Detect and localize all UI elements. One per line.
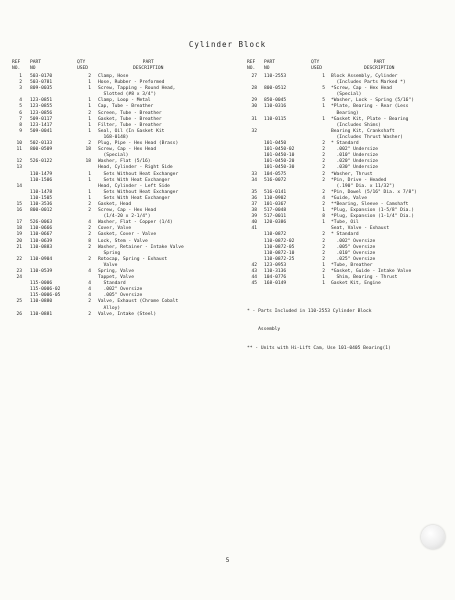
cell-qty: 8 — [322, 214, 325, 220]
cell-qty: 1 — [88, 177, 91, 183]
cell-part-no: 123-0851 — [30, 98, 53, 104]
cell-ref-no: 4 — [19, 98, 22, 104]
cell-description: Gasket, Head — [98, 201, 132, 207]
cell-description: .010" Undersize — [331, 153, 379, 159]
cell-qty: 2 — [322, 177, 325, 183]
cell-qty: 4 — [322, 195, 325, 201]
cell-description: 168-0148) — [98, 134, 129, 140]
cell-description: (Includes Parts Marked *) — [331, 80, 406, 86]
footnote-1: * - Parts Included in 110-2553 Cylinder Block — [247, 309, 372, 315]
cell-qty: 1 — [322, 208, 325, 214]
cell-part-no: 800-0012 — [30, 208, 53, 214]
cell-qty: 2 — [322, 256, 325, 262]
cell-description: *Washer, Lock - Spring (5/16") — [331, 98, 414, 104]
cell-qty: 1 — [88, 98, 91, 104]
cell-part-no: 502-0133 — [30, 141, 53, 147]
cell-description: Shim, Bearing - Thrust — [331, 275, 398, 281]
cell-qty: 4 — [88, 281, 91, 287]
cell-description: *Pin, Dowel (5/16" Dia. x 7/8") — [331, 189, 417, 195]
table-row — [247, 281, 452, 287]
cell-part-no: 101-0367 — [264, 201, 287, 207]
cell-part-no: 110-2553 — [264, 74, 287, 79]
cell-qty: 1 — [88, 104, 91, 110]
cell-description: *Plate, Bearing - Rear (Less — [331, 104, 409, 110]
cell-ref-no: 13 — [16, 165, 22, 171]
cell-ref-no: 20 — [16, 238, 22, 244]
cell-description: Seal, Oil (In Gasket Kit — [98, 128, 165, 134]
cell-ref-no: 10 — [16, 141, 22, 147]
cell-description: Plug, Pipe - Hex Head (Brass) — [98, 141, 179, 147]
cell-ref-no: 11 — [16, 147, 22, 153]
cell-qty: 2 — [88, 311, 91, 317]
cell-ref-no: 33 — [251, 171, 257, 177]
cell-qty: 2 — [322, 165, 325, 171]
cell-description: *Washer, Thrust — [331, 171, 373, 177]
cell-part-no: 110-1479 — [30, 171, 53, 177]
cell-part-no: 503-0170 — [30, 74, 53, 79]
footnote-1-cont: Assembly — [247, 327, 281, 333]
header-part-no-right: PART NO — [264, 60, 276, 71]
cell-ref-no: 22 — [16, 256, 22, 262]
cell-part-no: 110-0880 — [30, 299, 53, 305]
cell-part-no: 120-0386 — [264, 220, 287, 226]
cell-qty: 1 — [88, 171, 91, 177]
cell-description: Gasket, Cover - Valve — [98, 232, 157, 238]
cell-description: Cap, Tube - Breather — [98, 104, 154, 110]
cell-qty: 8 — [88, 238, 91, 244]
cell-ref-no: 15 — [16, 201, 22, 207]
cell-description: Lock, Stem - Valve — [98, 238, 148, 244]
cell-description: *Plug, Expansion (1-5/8" Dia.) — [331, 208, 414, 214]
cell-description: **Bearing, Sleeve - Camshaft — [331, 201, 409, 207]
cell-ref-no: 32 — [251, 128, 257, 134]
cell-description: Washer, Flat (5/16) — [98, 159, 151, 165]
cell-part-no: 101-0450-20 — [264, 159, 295, 165]
cell-description: *Screw, Cap - Hex Head — [331, 86, 392, 92]
cell-ref-no: 30 — [251, 104, 257, 110]
cell-description: (Includes Thrust Washer) — [331, 134, 403, 140]
cell-part-no: 110-1506 — [30, 177, 53, 183]
cell-description: .002" Oversize — [98, 287, 143, 293]
cell-qty: 2 — [322, 153, 325, 159]
cell-ref-no: 44 — [251, 275, 257, 281]
cell-ref-no: 6 — [19, 110, 22, 116]
cell-qty: 4 — [88, 287, 91, 293]
cell-part-no: 104-0575 — [264, 171, 287, 177]
cell-part-no: 800-0512 — [264, 86, 287, 92]
cell-ref-no: 25 — [16, 299, 22, 305]
cell-qty: 1 — [88, 128, 91, 134]
cell-part-no: 110-0872-02 — [264, 238, 295, 244]
cell-qty: 1 — [88, 116, 91, 122]
cell-part-no: 110-0666 — [30, 226, 53, 232]
cell-ref-no: 18 — [16, 226, 22, 232]
cell-description: Rotocap, Spring - Exhaust — [98, 256, 168, 262]
header-ref-no-left: REF NO. — [12, 60, 21, 71]
cell-description: Alloy) — [98, 305, 121, 311]
cell-description: Hose, Rubber - Preformed — [98, 80, 165, 86]
cell-qty: 1 — [322, 262, 325, 268]
cell-qty: 2 — [88, 110, 91, 116]
cell-part-no: 503-0781 — [30, 80, 53, 86]
cell-ref-no: 19 — [16, 232, 22, 238]
cell-part-no: 516-0141 — [264, 189, 287, 195]
cell-qty: 1 — [322, 116, 325, 122]
cell-qty: 2 — [88, 244, 91, 250]
cell-part-no: 115-0006-05 — [30, 293, 61, 299]
parts-list-left — [12, 74, 237, 318]
cell-ref-no: 9 — [19, 128, 22, 134]
cell-description: Slotted (#8 x 3/4") — [98, 92, 157, 98]
cell-qty: 4 — [88, 293, 91, 299]
cell-description: .030" Undersize — [331, 165, 379, 171]
parts-list-right — [247, 74, 452, 287]
cell-qty: 2 — [88, 256, 91, 262]
cell-part-no: 509-0117 — [30, 116, 53, 122]
header-part-no-left: PART NO — [30, 60, 42, 71]
cell-ref-no: 45 — [251, 281, 257, 287]
cell-part-no: 110-0902 — [264, 195, 287, 201]
cell-part-no: 516-0072 — [264, 177, 287, 183]
cell-ref-no: 3 — [19, 86, 22, 92]
cell-part-no: 110-0316 — [264, 104, 287, 110]
cell-qty: 2 — [88, 141, 91, 147]
cell-description: Cover, Valve — [98, 226, 132, 232]
cell-qty: 2 — [88, 226, 91, 232]
cell-ref-no: 41 — [251, 226, 257, 232]
cell-description: .005" Oversize — [331, 244, 376, 250]
cell-qty: 2 — [322, 244, 325, 250]
cell-part-no: 509-0041 — [30, 128, 53, 134]
cell-ref-no: 40 — [251, 220, 257, 226]
cell-part-no: 110-0872-25 — [264, 256, 295, 262]
cell-description: .025" Oversize — [331, 256, 376, 262]
cell-ref-no: 37 — [251, 201, 257, 207]
cell-description: *Guide, Valve — [331, 195, 367, 201]
footnote-2: ** - Units with Hi-Lift Cam, Use 101-0405 Bearing(1) — [247, 345, 391, 351]
cell-part-no: 115-0006 — [30, 281, 53, 287]
cell-part-no: 101-0450-30 — [264, 165, 295, 171]
cell-description: (Includes Shims) — [331, 122, 381, 128]
cell-description: Head, Cylinder - Left Side — [98, 183, 170, 189]
cell-qty: 2 — [322, 159, 325, 165]
cell-ref-no: 2 — [19, 80, 22, 86]
cell-qty: 18 — [85, 159, 91, 165]
cell-ref-no: 8 — [19, 122, 22, 128]
cell-ref-no: 17 — [16, 220, 22, 226]
cell-description: *Gasket, Guide - Intake Valve — [331, 269, 412, 274]
cell-part-no: 110-0904 — [30, 256, 53, 262]
cell-description: * Standard — [331, 141, 359, 147]
cell-part-no: 101-0450 — [264, 141, 287, 147]
cell-description: Seat, Valve - Exhaust — [331, 226, 390, 232]
header-ref-no-right: REF NO. — [247, 60, 256, 71]
cell-description: Sets With Heat Exchanger — [98, 195, 170, 201]
cell-description: * Standard — [331, 232, 359, 238]
cell-description: Gasket, Tube - Breather — [98, 116, 162, 122]
cell-part-no: 526-0122 — [30, 159, 53, 165]
cell-description: Tappet, Valve — [98, 275, 134, 281]
cell-ref-no: 43 — [251, 269, 257, 274]
cell-description: (Special) — [331, 92, 362, 98]
cell-description: Bearing) — [331, 110, 359, 116]
cell-description: (Special) — [98, 153, 129, 159]
cell-description: .010" Oversize — [331, 250, 376, 256]
cell-part-no: 104-0776 — [264, 275, 287, 281]
cell-qty: 1 — [322, 104, 325, 110]
cell-ref-no: 1 — [19, 74, 22, 79]
cell-ref-no: 34 — [251, 177, 257, 183]
cell-description: Washer, Flat - Copper (1/4) — [98, 220, 173, 226]
cell-part-no: 850-0045 — [264, 98, 287, 104]
cell-description: *Plug, Expansion (1-1/4" Dia.) — [331, 214, 414, 220]
cell-qty: 1 — [88, 80, 91, 86]
footnotes — [247, 297, 391, 358]
cell-description: Bearing Kit, Crankshaft — [331, 128, 395, 134]
cell-qty: 1 — [88, 189, 91, 195]
cell-description: Washer, Retainer - Intake Valve — [98, 244, 184, 250]
cell-qty: 1 — [322, 275, 325, 281]
cell-ref-no: 12 — [16, 159, 22, 165]
cell-part-no: 101-0450-10 — [264, 153, 295, 159]
cell-part-no: 123-0856 — [30, 110, 53, 116]
cell-description: Head, Cylinder - Right Side — [98, 165, 173, 171]
cell-qty: 2 — [322, 238, 325, 244]
cell-ref-no: 31 — [251, 116, 257, 122]
cell-description: (1/4-20 x 2-1/4") — [98, 214, 151, 220]
cell-part-no: 168-0149 — [264, 281, 287, 287]
cell-qty: 2 — [88, 299, 91, 305]
cell-qty: 4 — [88, 220, 91, 226]
header-qty-right: QTY USED — [311, 60, 323, 71]
cell-qty: 2 — [88, 232, 91, 238]
cell-part-no: 800-0509 — [30, 147, 53, 153]
cell-part-no: 110-0872 — [264, 232, 287, 238]
cell-description: Valve, Intake (Steel) — [98, 311, 157, 317]
cell-ref-no: 26 — [16, 311, 22, 317]
cell-description: Screen, Tube - Breather — [98, 110, 162, 116]
cell-ref-no: 24 — [16, 275, 22, 281]
cell-description: .002" Undersize — [331, 147, 379, 153]
cell-description: Spring — [98, 250, 121, 256]
cell-qty: 1 — [88, 86, 91, 92]
cell-ref-no: 23 — [16, 269, 22, 274]
cell-part-no: 809-0035 — [30, 86, 53, 92]
cell-ref-no: 27 — [251, 74, 257, 79]
cell-part-no: 526-0063 — [30, 220, 53, 226]
cell-description: *Tube, Breather — [331, 262, 373, 268]
cell-description: *Pin, Drive - Headed — [331, 177, 387, 183]
cell-ref-no: 29 — [251, 98, 257, 104]
cell-ref-no: 35 — [251, 189, 257, 195]
cell-part-no: 110-0115 — [264, 116, 287, 122]
cell-ref-no: 38 — [251, 208, 257, 214]
cell-part-no: 110-0639 — [30, 238, 53, 244]
cell-part-no: 123-0855 — [30, 104, 53, 110]
cell-qty: 2 — [322, 147, 325, 153]
cell-description: .002" Oversize — [331, 238, 376, 244]
cell-description: Valve — [98, 262, 118, 268]
cell-part-no: 517-0011 — [264, 214, 287, 220]
cell-description: .020" Undersize — [331, 159, 379, 165]
cell-qty: 2 — [322, 141, 325, 147]
cell-description: Sets Without Heat Exchanger — [98, 171, 179, 177]
cell-qty: 2 — [322, 171, 325, 177]
cell-part-no: 110-0539 — [30, 269, 53, 274]
cell-description: *Gasket Kit, Plate - Bearing — [331, 116, 409, 122]
cell-description: Screw, Tapping - Round Head, — [98, 86, 176, 92]
cell-ref-no: 7 — [19, 116, 22, 122]
cell-part-no: 101-0450-02 — [264, 147, 295, 153]
cell-description: .005" Oversize — [98, 293, 143, 299]
cell-part-no: 123-1417 — [30, 122, 53, 128]
cell-ref-no: 36 — [251, 195, 257, 201]
cell-qty: 2 — [322, 189, 325, 195]
header-desc-left: PART DESCRIPTION — [133, 60, 164, 71]
cell-ref-no: 14 — [16, 183, 22, 189]
cell-part-no: 110-0667 — [30, 232, 53, 238]
cell-ref-no: 5 — [19, 104, 22, 110]
cell-qty: 2 — [88, 201, 91, 207]
cell-part-no: 123-0953 — [264, 262, 287, 268]
cell-part-no: 110-3536 — [30, 201, 53, 207]
cell-qty: 1 — [88, 195, 91, 201]
cell-description: Sets With Heat Exchanger — [98, 177, 170, 183]
cell-ref-no: 21 — [16, 244, 22, 250]
cell-description: Block Assembly, Cylinder — [331, 74, 398, 79]
cell-qty: 1 — [322, 74, 325, 79]
cell-description: Filter, Tube - Breather — [98, 122, 162, 128]
cell-description: Gasket Kit, Engine — [331, 281, 381, 287]
cell-qty: 2 — [322, 250, 325, 256]
cell-part-no: 115-0006-02 — [30, 287, 61, 293]
cell-part-no: 110-0881 — [30, 311, 53, 317]
cell-part-no: 110-3136 — [264, 269, 287, 274]
cell-qty: 2 — [322, 232, 325, 238]
cell-ref-no: 39 — [251, 214, 257, 220]
page-number: 5 — [225, 557, 230, 564]
cell-description: (.190" Dia. x 11/32") — [331, 183, 395, 189]
punch-hole — [421, 525, 445, 549]
cell-qty: 1 — [322, 220, 325, 226]
cell-qty: 2 — [88, 208, 91, 214]
cell-qty: 1 — [322, 281, 325, 287]
cell-description: Valve, Exhaust (Chrome Cobalt — [98, 299, 179, 305]
cell-part-no: 110-1505 — [30, 195, 53, 201]
cell-part-no: 517-0048 — [264, 208, 287, 214]
cell-part-no: 110-1478 — [30, 189, 53, 195]
table-row — [12, 312, 237, 318]
cell-description: *Tube, Oil — [331, 220, 359, 226]
cell-part-no: 110-0883 — [30, 244, 53, 250]
cell-description: Screw, Cap - Hex Head — [98, 208, 157, 214]
cell-part-no: 110-0872-05 — [264, 244, 295, 250]
cell-description: Clamp, Hose — [98, 74, 129, 79]
cell-description: Standard — [98, 281, 126, 287]
cell-ref-no: 28 — [251, 86, 257, 92]
cell-qty: 1 — [88, 122, 91, 128]
cell-description: Screw, Cap - Hex Head — [98, 147, 157, 153]
cell-qty: 5 — [322, 98, 325, 104]
cell-qty: 2 — [88, 74, 91, 79]
cell-description: Sets Without Heat Exchanger — [98, 189, 179, 195]
cell-qty: 18 — [85, 147, 91, 153]
cell-qty: 5 — [322, 86, 325, 92]
page-title: Cylinder Block — [188, 40, 267, 49]
cell-part-no: 110-0872-10 — [264, 250, 295, 256]
cell-description: Spring, Valve — [98, 269, 134, 274]
cell-description: Clamp, Loop - Metal — [98, 98, 151, 104]
header-qty-left: QTY USED — [77, 60, 89, 71]
cell-qty: 2 — [322, 269, 325, 274]
cell-ref-no: 42 — [251, 262, 257, 268]
cell-qty: 2 — [322, 201, 325, 207]
cell-ref-no: 16 — [16, 208, 22, 214]
header-desc-right: PART DESCRIPTION — [364, 60, 395, 71]
cell-qty: 4 — [88, 269, 91, 274]
